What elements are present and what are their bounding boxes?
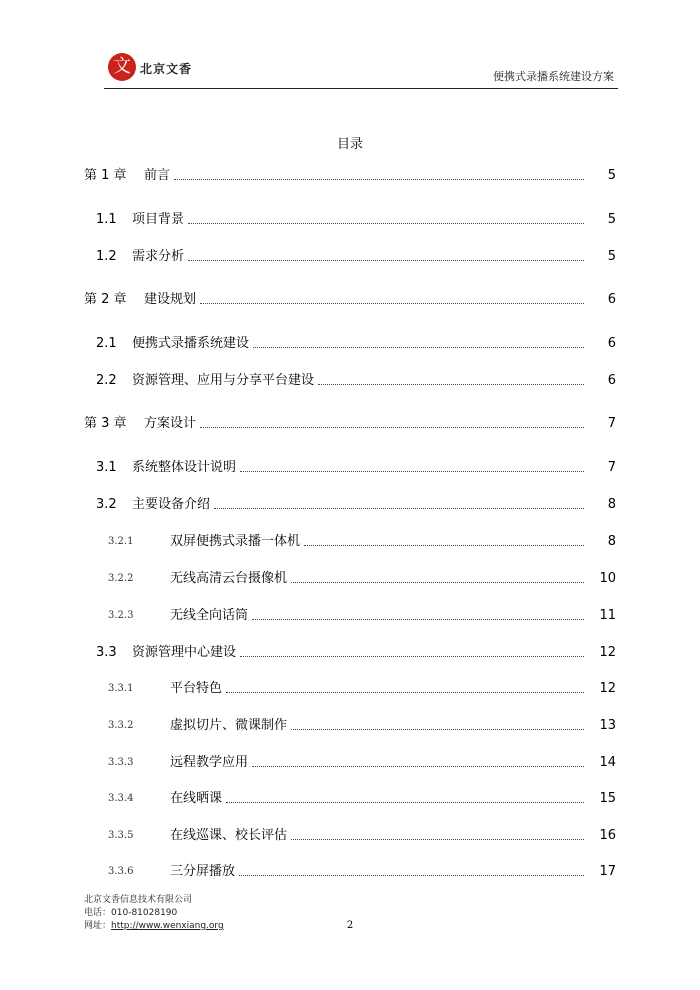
toc-number: 1.1	[96, 212, 117, 227]
toc-entry[interactable]	[0, 826, 700, 846]
toc-label: 虚拟切片、微课制作	[170, 718, 288, 733]
toc-label: 系统整体设计说明	[132, 460, 237, 475]
toc-label: 便携式录播系统建设	[132, 336, 250, 351]
toc-number: 3.2.3	[108, 610, 134, 621]
footer-site-label: 网址：	[84, 921, 112, 931]
toc-label: 资源管理中心建设	[132, 645, 237, 660]
toc-number: 3.3.4	[108, 793, 134, 804]
toc-label: 在线晒课	[170, 791, 223, 806]
toc-leader	[240, 655, 584, 657]
toc-entry[interactable]	[0, 495, 700, 515]
toc-entry[interactable]	[0, 862, 700, 882]
toc-number: 3.3.3	[108, 757, 134, 768]
toc-leader	[226, 691, 584, 693]
toc-page: 11	[599, 608, 616, 623]
toc-label: 三分屏播放	[170, 864, 236, 879]
toc-leader	[200, 302, 584, 304]
footer-phone-line	[84, 907, 224, 920]
page-number: 2	[346, 920, 354, 931]
toc-page: 10	[599, 571, 616, 586]
toc-page: 12	[599, 681, 616, 696]
toc-entry[interactable]	[0, 414, 700, 434]
toc-page: 17	[599, 864, 616, 879]
toc-label: 远程教学应用	[170, 755, 249, 770]
toc-entry[interactable]	[0, 371, 700, 391]
toc-page: 5	[607, 168, 616, 183]
toc-page: 12	[599, 645, 616, 660]
toc-entry[interactable]	[0, 334, 700, 354]
toc-label: 无线高清云台摄像机	[170, 571, 288, 586]
toc-leader	[304, 544, 584, 546]
toc-entry[interactable]	[0, 716, 700, 736]
toc-page: 8	[607, 534, 616, 549]
document-title: 便携式录播系统建设方案	[493, 70, 614, 83]
footer-phone: 010-81028190	[111, 908, 178, 918]
footer-phone-label: 电话：	[84, 908, 112, 918]
toc-label: 方案设计	[144, 416, 197, 431]
toc-leader	[253, 346, 584, 348]
toc-number: 3.2.2	[108, 573, 134, 584]
toc-entry[interactable]	[0, 247, 700, 267]
toc-number: 3.3.1	[108, 683, 134, 694]
toc-number: 2.2	[96, 373, 117, 388]
toc-entry[interactable]	[0, 679, 700, 699]
toc-label: 项目背景	[132, 212, 185, 227]
toc-page: 16	[599, 828, 616, 843]
footer-company: 北京文香信息技术有限公司	[84, 895, 193, 905]
toc-entry[interactable]	[0, 643, 700, 663]
logo-text: 北京文香	[140, 62, 193, 76]
toc-number: 3.2.1	[108, 536, 134, 547]
toc-number: 3.3.2	[108, 720, 134, 731]
toc-page: 7	[607, 460, 616, 475]
toc-leader	[214, 507, 584, 509]
toc-number: 第 1 章	[84, 168, 127, 183]
toc-page: 6	[607, 336, 616, 351]
toc-entry[interactable]	[0, 166, 700, 186]
toc-leader	[291, 728, 584, 730]
toc-entry[interactable]	[0, 458, 700, 478]
toc-leader	[239, 874, 584, 876]
toc-number: 2.1	[96, 336, 117, 351]
toc-page: 15	[599, 791, 616, 806]
toc-label: 前言	[144, 168, 171, 183]
toc-label: 需求分析	[132, 249, 185, 264]
toc-leader	[252, 618, 584, 620]
toc-leader	[318, 383, 584, 385]
toc-label: 无线全向话筒	[170, 608, 249, 623]
toc-page: 6	[607, 373, 616, 388]
toc-page: 13	[599, 718, 616, 733]
toc-number: 3.3.5	[108, 830, 134, 841]
toc-leader	[174, 178, 584, 180]
toc-number: 3.1	[96, 460, 117, 475]
toc-label: 在线巡课、校长评估	[170, 828, 288, 843]
toc-number: 3.2	[96, 497, 117, 512]
logo-icon: 文	[108, 53, 136, 81]
toc-page: 7	[607, 416, 616, 431]
footer-site-link[interactable]: http://www.wenxiang.org	[111, 921, 224, 931]
toc-page: 5	[607, 212, 616, 227]
toc-entry[interactable]	[0, 532, 700, 552]
toc-number: 第 2 章	[84, 292, 127, 307]
toc-entry[interactable]	[0, 606, 700, 626]
toc-leader	[291, 581, 584, 583]
toc-page: 8	[607, 497, 616, 512]
toc-label: 双屏便携式录播一体机	[170, 534, 301, 549]
toc-leader	[188, 259, 584, 261]
toc-leader	[291, 838, 584, 840]
toc-label: 资源管理、应用与分享平台建设	[132, 373, 315, 388]
toc-entry[interactable]	[0, 290, 700, 310]
toc-title: 目录	[336, 137, 363, 152]
toc-number: 3.3	[96, 645, 117, 660]
toc-entry[interactable]	[0, 569, 700, 589]
toc-label: 平台特色	[170, 681, 223, 696]
toc-label: 建设规划	[144, 292, 197, 307]
toc-page: 6	[607, 292, 616, 307]
toc-leader	[200, 426, 584, 428]
toc-number: 1.2	[96, 249, 117, 264]
toc-entry[interactable]	[0, 789, 700, 809]
toc-number: 3.3.6	[108, 866, 134, 877]
toc-leader	[240, 470, 584, 472]
toc-number: 第 3 章	[84, 416, 127, 431]
toc-leader	[252, 765, 584, 767]
toc-leader	[226, 801, 584, 803]
toc-label: 主要设备介绍	[132, 497, 211, 512]
toc-entry[interactable]	[0, 753, 700, 773]
toc-page: 14	[599, 755, 616, 770]
toc-entry[interactable]	[0, 210, 700, 230]
toc-page: 5	[607, 249, 616, 264]
toc-leader	[188, 222, 584, 224]
